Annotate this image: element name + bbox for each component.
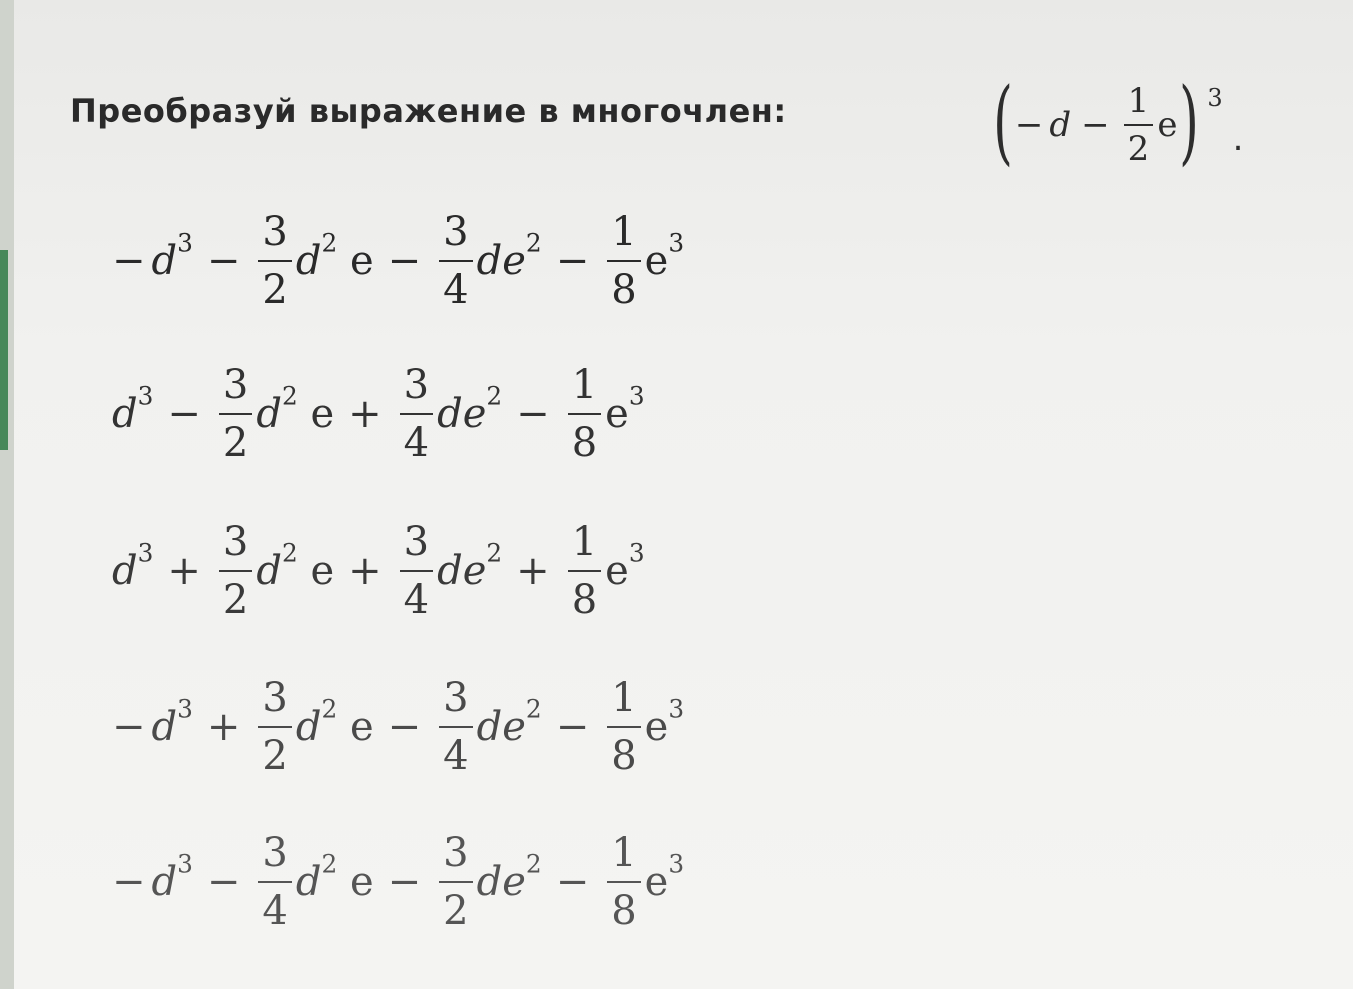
given-expression (985, 68, 1244, 175)
operator: − (167, 391, 201, 437)
term-d-e-squared: $de^2$ (476, 694, 542, 750)
coefficient-fraction: $\frac{1}{8}$ (607, 833, 640, 931)
option-lead-sign: − (112, 859, 146, 905)
expr-sign: − (1014, 105, 1044, 145)
term-e-cubed: $e^3$ (644, 694, 685, 750)
expr-minus: − (1081, 105, 1110, 145)
operator: − (555, 859, 590, 905)
answer-option-2[interactable] (112, 362, 645, 466)
question-text: Преобразуй выражение в многочлен: (70, 92, 787, 130)
coefficient-fraction: $\frac{3}{2}$ (439, 833, 472, 931)
coefficient-fraction: $\frac{3}{2}$ (219, 522, 252, 620)
expr-fraction-numerator: 1 (1127, 81, 1150, 121)
term-d-squared-e: $d^2$ e (295, 849, 374, 905)
operator: + (348, 391, 382, 437)
operator: − (555, 704, 590, 750)
term-d-cubed: $d^3$ (112, 381, 154, 437)
term-d-cubed: $d^3$ (112, 538, 154, 594)
answer-option-1[interactable] (112, 209, 685, 313)
expr-var-e: e (1157, 105, 1178, 145)
fraction-bar (1124, 124, 1154, 126)
coefficient-fraction: $\frac{1}{8}$ (568, 522, 601, 620)
term-d-e-squared: $de^2$ (437, 381, 503, 437)
expr-fraction (1124, 81, 1154, 169)
close-paren: ) (1179, 68, 1200, 175)
operator: − (516, 391, 550, 437)
term-e-cubed: $e^3$ (644, 849, 685, 905)
coefficient-fraction: $\frac{3}{4}$ (400, 522, 433, 620)
term-d-cubed: $d^3$ (151, 849, 193, 905)
operator: + (516, 548, 550, 594)
operator: + (348, 548, 382, 594)
operator: − (206, 859, 241, 905)
term-d-e-squared: $de^2$ (476, 849, 542, 905)
term-d-e-squared: $de^2$ (476, 228, 542, 284)
coefficient-fraction: $\frac{3}{4}$ (258, 833, 291, 931)
expr-exponent: 3 (1207, 84, 1223, 112)
operator: + (206, 704, 241, 750)
operator: − (387, 859, 422, 905)
term-d-cubed: $d^3$ (151, 228, 193, 284)
coefficient-fraction: $\frac{1}{8}$ (607, 212, 640, 310)
operator: − (555, 238, 590, 284)
term-d-e-squared: $de^2$ (437, 538, 503, 594)
coefficient-fraction: $\frac{1}{8}$ (568, 365, 601, 463)
answer-option-3[interactable] (112, 519, 645, 623)
coefficient-fraction: $\frac{1}{8}$ (607, 678, 640, 776)
option-lead-sign: − (112, 704, 146, 750)
coefficient-fraction: $\frac{3}{2}$ (258, 212, 291, 310)
coefficient-fraction: $\frac{3}{2}$ (258, 678, 291, 776)
expr-fraction-denominator: 2 (1127, 129, 1150, 169)
coefficient-fraction: $\frac{3}{4}$ (400, 365, 433, 463)
term-e-cubed: $e^3$ (605, 538, 645, 594)
operator: + (167, 548, 201, 594)
expr-period: . (1232, 119, 1244, 159)
operator: − (387, 704, 422, 750)
screen-edge-accent (0, 250, 8, 450)
screen-edge (0, 0, 14, 989)
expr-var-d: d (1049, 105, 1072, 145)
term-d-squared-e: $d^2$ e (295, 228, 374, 284)
term-d-cubed: $d^3$ (151, 694, 193, 750)
term-e-cubed: $e^3$ (605, 381, 645, 437)
open-paren: ( (993, 68, 1013, 175)
coefficient-fraction: $\frac{3}{4}$ (439, 212, 472, 310)
term-d-squared-e: $d^2$ e (256, 538, 335, 594)
option-lead-sign: − (112, 238, 146, 284)
answer-option-5[interactable] (112, 830, 685, 934)
term-e-cubed: $e^3$ (644, 228, 685, 284)
coefficient-fraction: $\frac{3}{2}$ (219, 365, 252, 463)
answer-option-4[interactable] (112, 675, 685, 779)
operator: − (387, 238, 422, 284)
term-d-squared-e: $d^2$ e (256, 381, 335, 437)
term-d-squared-e: $d^2$ e (295, 694, 374, 750)
operator: − (206, 238, 241, 284)
coefficient-fraction: $\frac{3}{4}$ (439, 678, 472, 776)
